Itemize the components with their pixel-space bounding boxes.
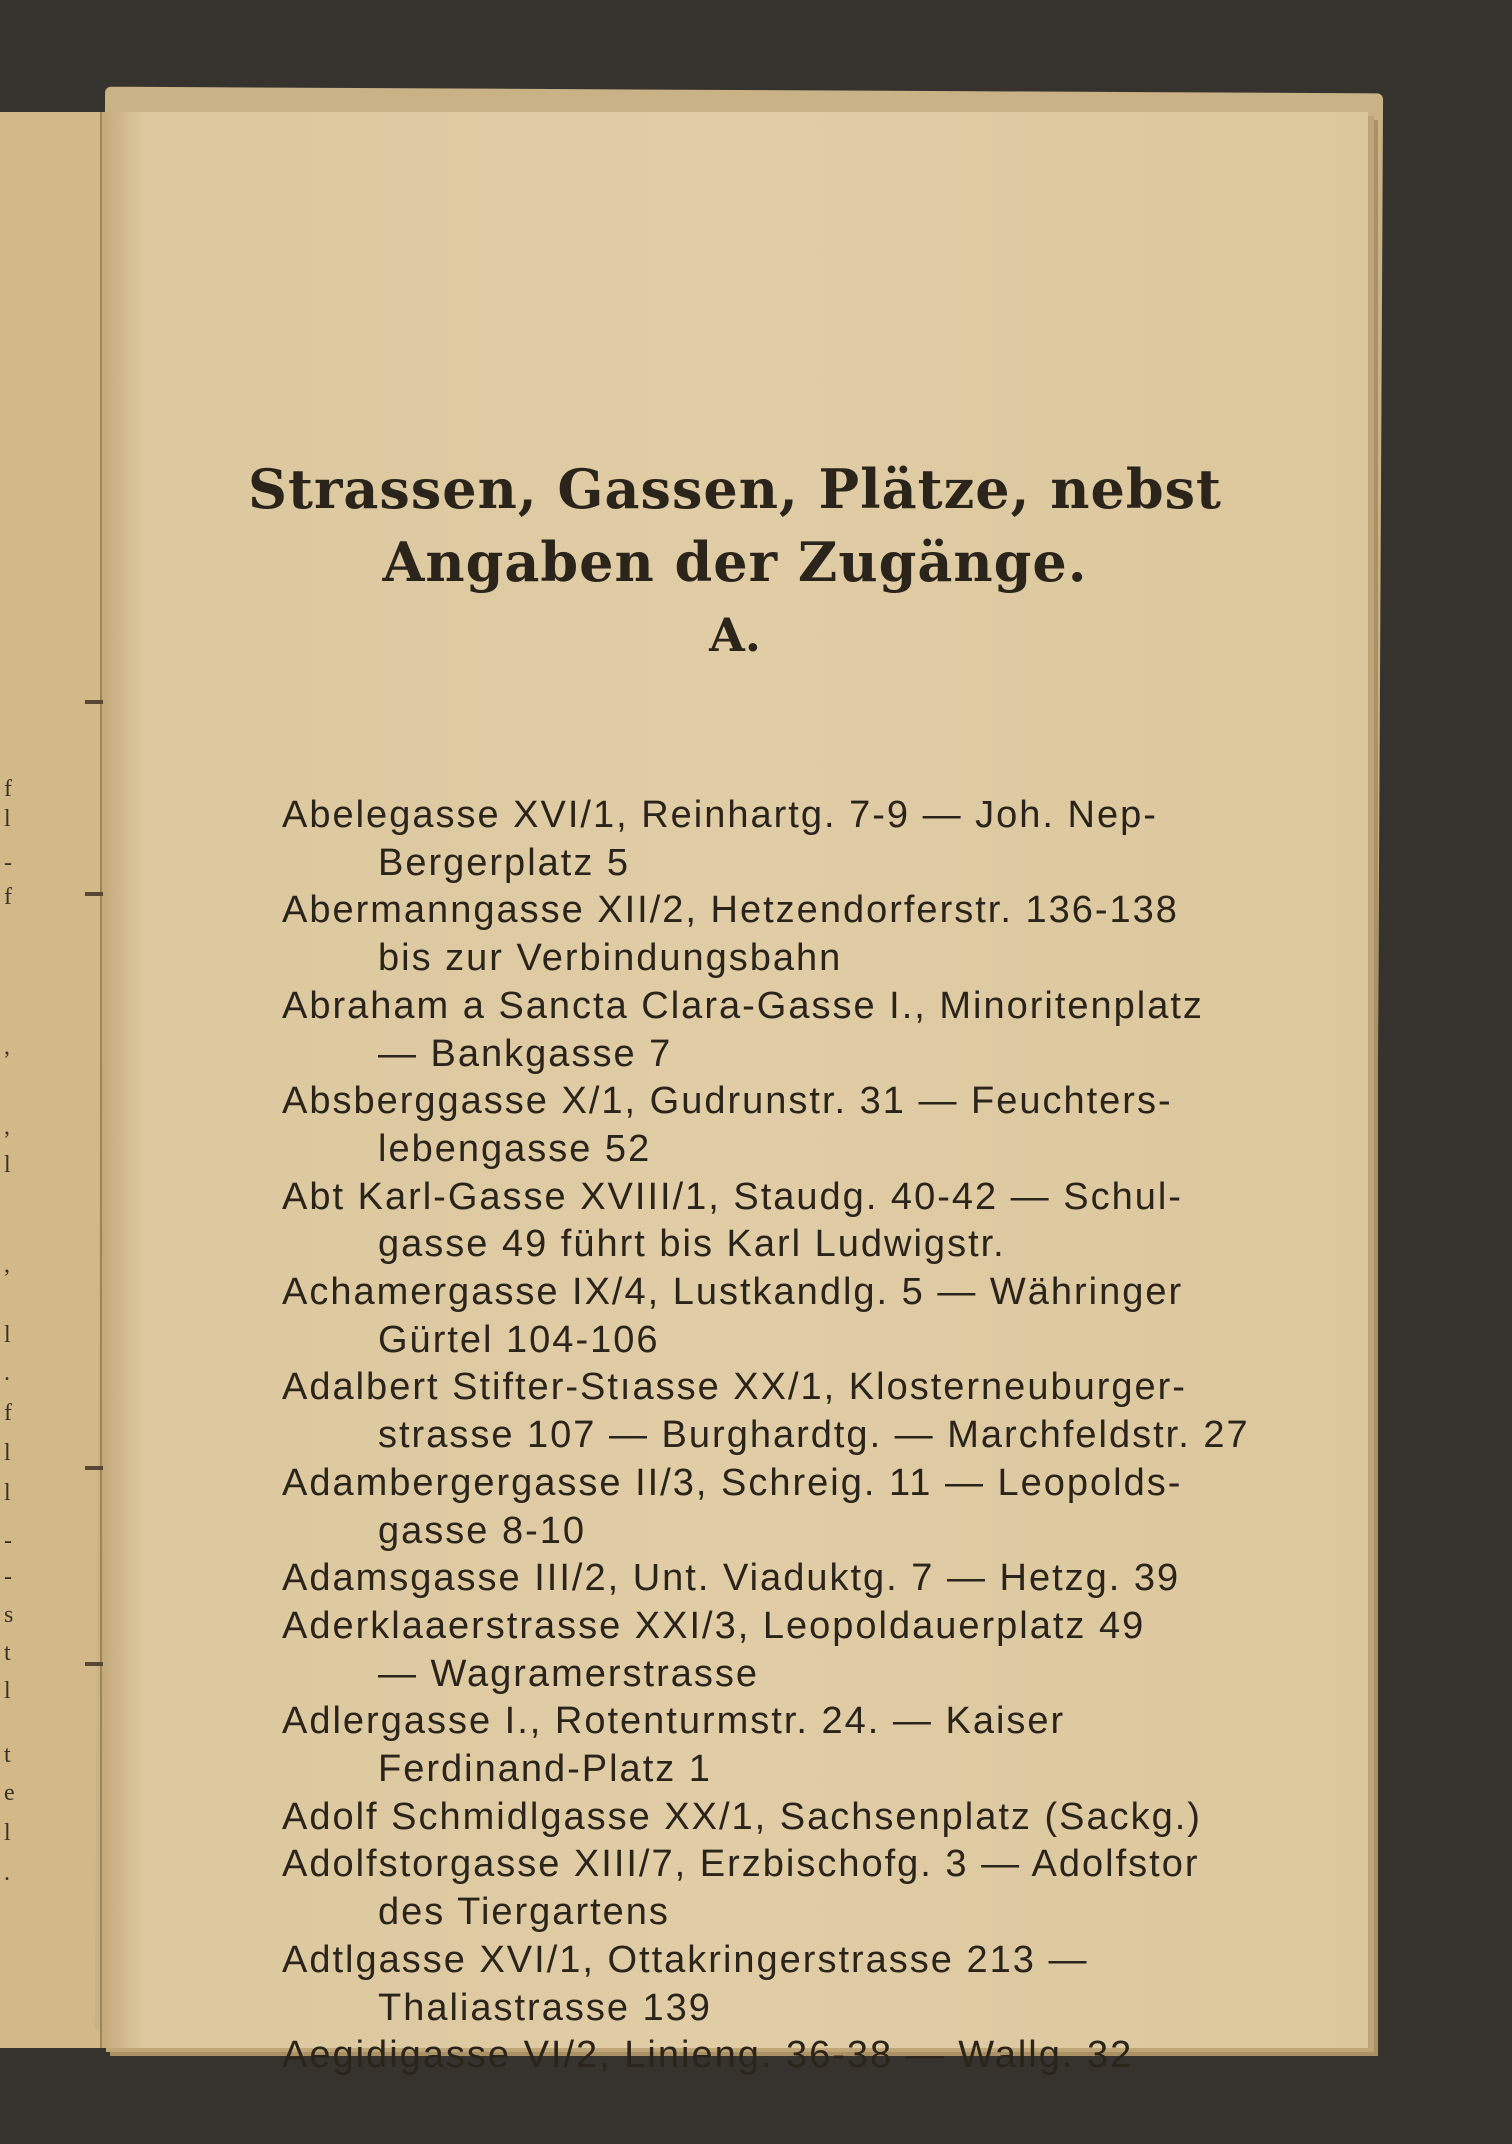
entry-text: Abelegasse XVI/1, Reinhartg. 7-9 — Joh. Nep- [282,794,1158,836]
list-item [282,792,1292,887]
entry-continuation: des Tiergartens [378,1891,670,1934]
list-item [282,1698,1292,1793]
edge-char: l [4,1440,11,1466]
binding-stitch [85,1466,103,1470]
edge-char: . [4,1360,10,1386]
entry-continuation: Ferdinand-Platz 1 [378,1748,712,1791]
edge-char: f [4,1400,12,1426]
edge-char: l [4,1678,11,1704]
edge-char: f [4,884,12,910]
entry-text: Aderklaaerstrasse XXI/3, Leopoldauerplatz 49 [282,1604,1146,1647]
list-item [282,1078,1292,1173]
edge-char: l [4,1480,11,1506]
entry-text: Adalbert Stifter-Stıasse XX/1, Klosterneuburger- [282,1366,1187,1409]
entry-continuation: Gürtel 104-106 [378,1318,660,1361]
list-item [282,983,1292,1078]
entry-continuation: gasse 8-10 [378,1509,587,1552]
entry-text: Absberggasse X/1, Gudrunstr. 31 — Feuchters- [282,1080,1173,1123]
list-item [282,1937,1292,2032]
entry-continuation: — Bankgasse 7 [378,1032,673,1075]
edge-char: l [4,1152,11,1178]
binding-stitch [85,892,103,896]
entry-continuation: gasse 49 führt bis Karl Ludwigstr. [378,1223,1006,1266]
list-item [282,1364,1292,1459]
entry-continuation: Bergerplatz 5 [378,841,631,884]
entry-text: Adlergasse I., Rotenturmstr. 24. — Kaiser [282,1700,1066,1743]
entry-continuation: bis zur Verbindungsbahn [378,937,843,980]
entry-text: Adolf Schmidlgasse XX/1, Sachsenplatz (Sackg.) [282,1795,1202,1838]
edge-char: . [4,1860,10,1886]
entry-text: Aegidigasse VI/2, Linieng. 36-38 — Wallg. 32 [282,2034,1134,2077]
list-item [282,887,1292,982]
edge-char: s [4,1602,14,1628]
page-title: Strassen, Gassen, Plätze, nebst [248,457,1222,521]
edge-char: , [4,1114,10,1140]
list-item [282,1269,1292,1364]
edge-char: l [4,1322,11,1348]
entry-text: Adolfstorgasse XIII/7, Erzbischofg. 3 — Adolfstor [282,1843,1200,1886]
entry-text: Adamsgasse III/2, Unt. Viaduktg. 7 — Hetzg. 39 [282,1557,1181,1600]
entry-text: Achamergasse IX/4, Lustkandlg. 5 — Währinger [282,1271,1184,1314]
list-item [282,1174,1292,1269]
entry-continuation: lebengasse 52 [378,1127,652,1170]
list-item [282,1460,1292,1555]
edge-char: - [4,1564,12,1590]
left-page-edge [0,112,104,2048]
list-item [282,1841,1292,1936]
edge-char: t [4,1640,11,1666]
entry-continuation: strasse 107 — Burghardtg. — Marchfeldstr. 27 [378,1414,1250,1457]
edge-char: l [4,806,11,832]
list-item [282,1794,1292,1842]
edge-char: t [4,1742,11,1768]
section-letter: A. [709,608,761,662]
entry-text: Adtlgasse XVI/1, Ottakringerstrasse 213 — [282,1938,1089,1981]
page-subtitle: Angaben der Zugänge. [382,530,1088,594]
list-item [282,2032,1292,2080]
edge-char: , [4,1252,10,1278]
list-item [282,1555,1292,1603]
street-list [282,792,1292,2080]
entry-continuation: Thaliastrasse 139 [378,1986,712,2029]
edge-char: - [4,1528,12,1554]
edge-char: l [4,1820,11,1846]
entry-text: Adambergergasse II/3, Schreig. 11 — Leopolds- [282,1461,1183,1504]
entry-text: Abermanngasse XII/2, Hetzendorferstr. 136-138 [282,889,1179,932]
edge-char: f [4,776,12,802]
list-item [282,1603,1292,1698]
binding-stitch [85,700,103,704]
edge-char: e [4,1780,15,1806]
binding-stitch [85,1662,103,1666]
book-page [100,112,1368,2077]
entry-continuation: — Wagramerstrasse [378,1652,759,1695]
entry-text: Abraham a Sancta Clara-Gasse I., Minoritenplatz [282,984,1204,1027]
edge-char: - [4,850,12,876]
edge-char: , [4,1034,10,1060]
entry-text: Abt Karl-Gasse XVIII/1, Staudg. 40-42 — Schul- [282,1175,1183,1218]
